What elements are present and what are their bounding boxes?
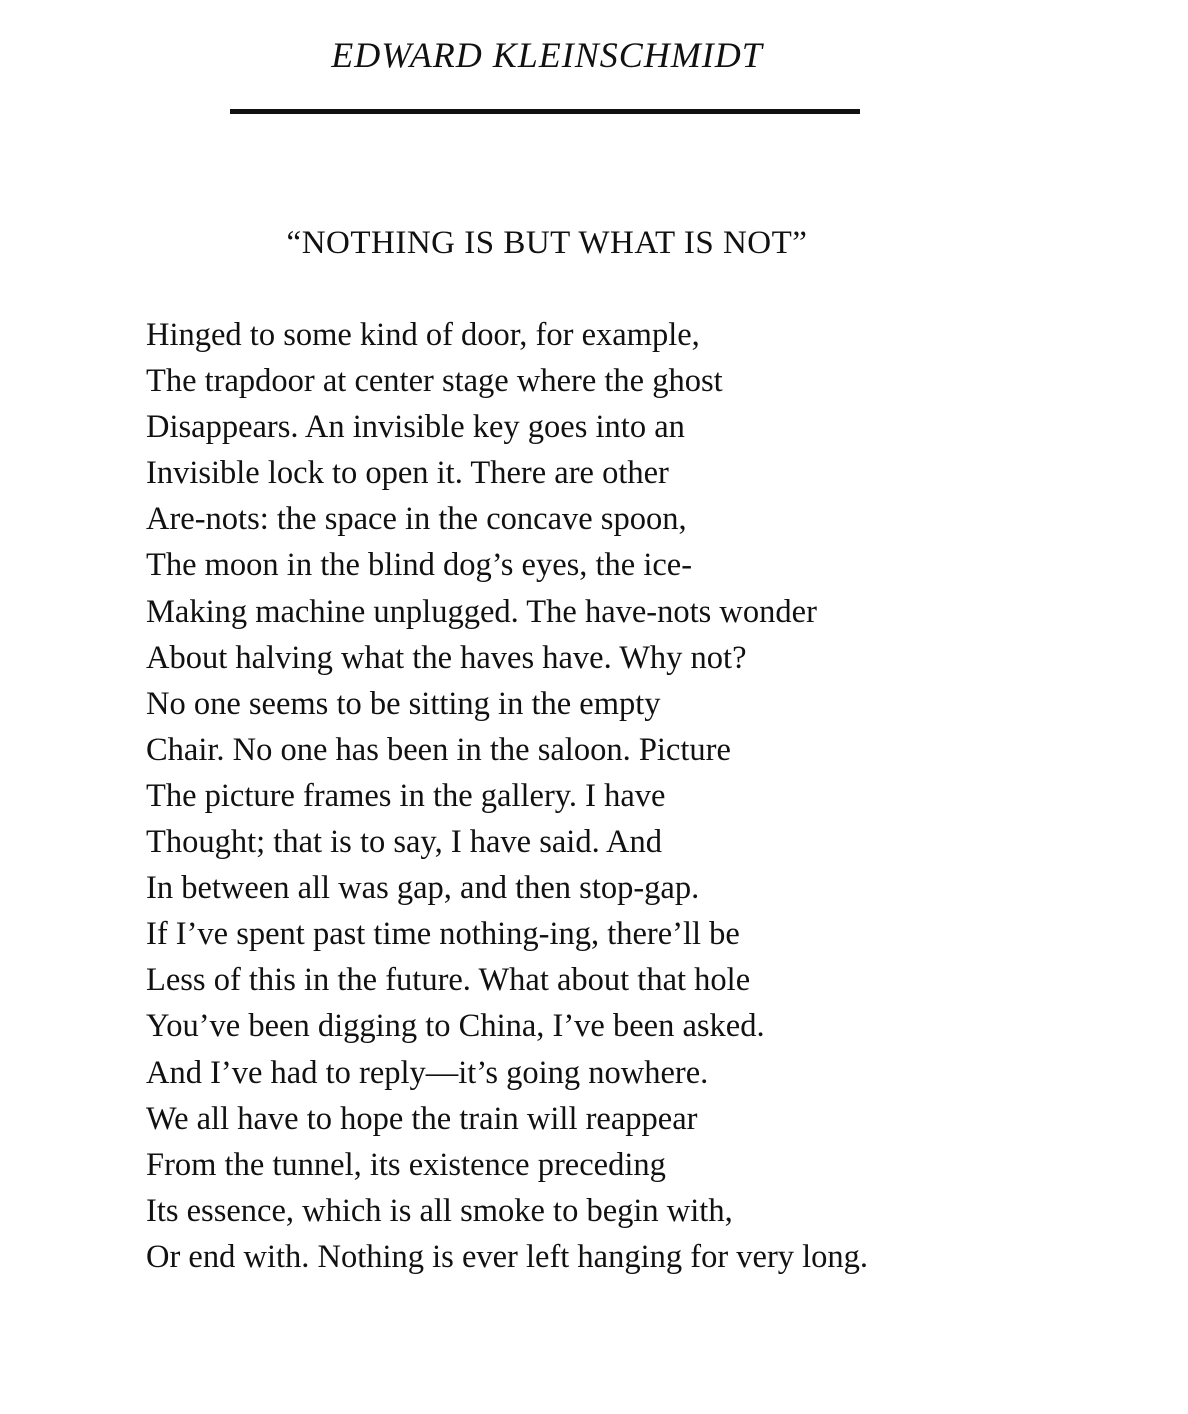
poem-line: And I’ve had to reply—it’s going nowhere. <box>146 1054 709 1091</box>
poem-line: Are-nots: the space in the concave spoon, <box>146 501 687 538</box>
poem-line: Its essence, which is all smoke to begin with, <box>146 1192 733 1229</box>
poem-line: Chair. No one has been in the saloon. Picture <box>146 731 731 768</box>
poem-line: Thought; that is to say, I have said. And <box>146 824 663 861</box>
poem-line: Making machine unplugged. The have-nots wonder <box>146 593 817 630</box>
header-rule <box>230 109 860 114</box>
poem-line: Disappears. An invisible key goes into an <box>146 409 685 446</box>
poem-line: Invisible lock to open it. There are other <box>146 455 669 492</box>
poem-line: Less of this in the future. What about that hole <box>146 962 751 999</box>
poem-line: About halving what the haves have. Why not? <box>146 639 747 676</box>
poem-line: From the tunnel, its existence preceding <box>146 1146 666 1183</box>
poem-line: Hinged to some kind of door, for example, <box>146 317 700 353</box>
poem-body <box>146 312 1146 1280</box>
poem-line: Or end with. Nothing is ever left hanging for very long. <box>146 1238 869 1275</box>
poem-line: The trapdoor at center stage where the ghost <box>146 363 723 400</box>
poem-title: “NOTHING IS BUT WHAT IS NOT” <box>286 225 808 261</box>
poem-line: In between all was gap, and then stop-gap. <box>146 870 700 907</box>
poem-line: No one seems to be sitting in the empty <box>146 685 661 722</box>
poem-line: You’ve been digging to China, I’ve been asked. <box>146 1008 765 1045</box>
poem-line: If I’ve spent past time nothing-ing, there’ll be <box>146 916 740 953</box>
poem-line: The moon in the blind dog’s eyes, the ice- <box>146 547 693 584</box>
poem-line: We all have to hope the train will reappear <box>146 1100 698 1137</box>
poem-line: The picture frames in the gallery. I have <box>146 777 666 814</box>
running-header-author: EDWARD KLEINSCHMIDT <box>331 35 763 75</box>
